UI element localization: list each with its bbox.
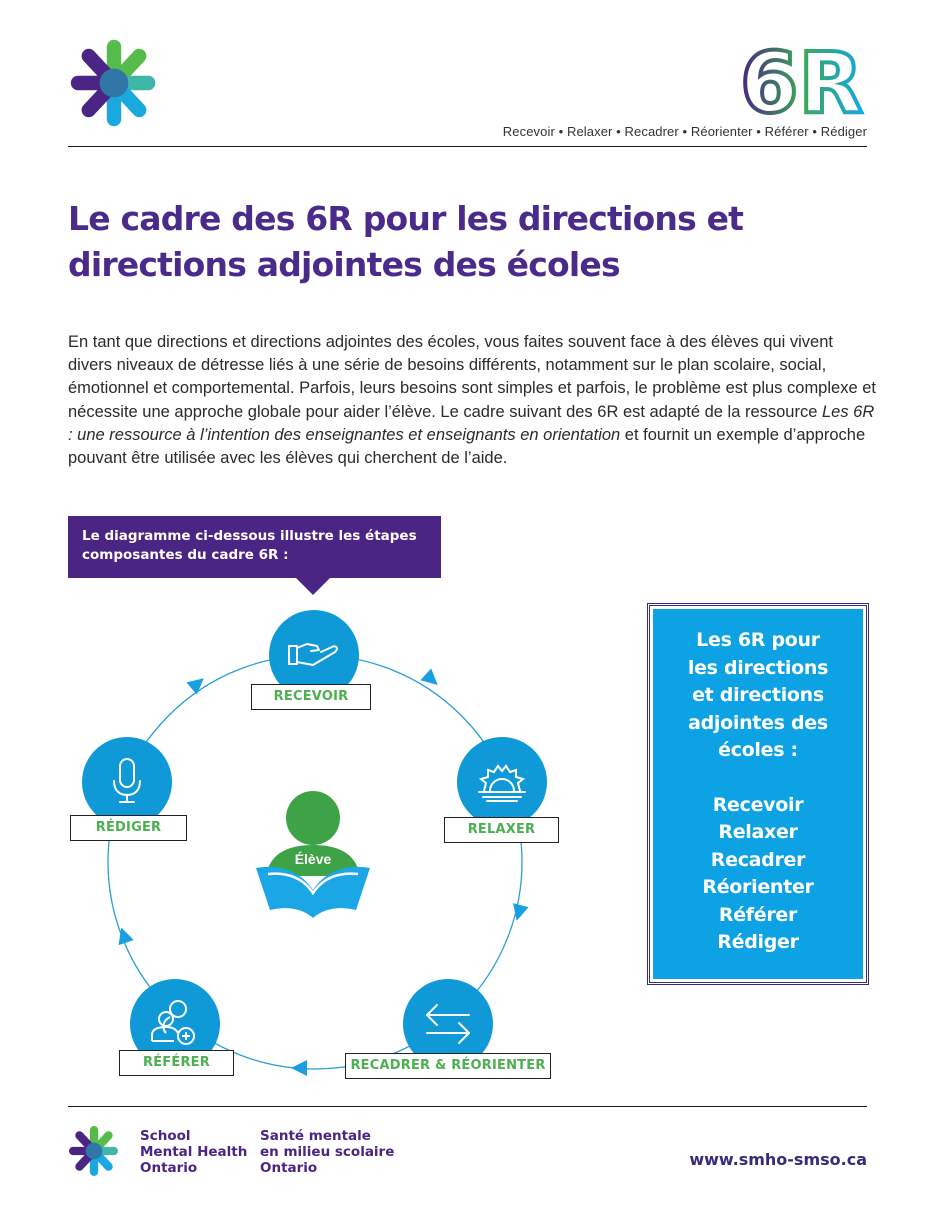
- summary-item: Recevoir: [712, 793, 804, 816]
- org-line: Mental Health: [140, 1144, 248, 1160]
- intro-text: En tant que directions et directions adjointes des écoles, vous faites souvent face à des élèves qui vivent divers niveaux de détresse liés à une série de besoins différents, notamment sur le plan scolaire, social, émotionnel et comportemental. Parfois, leurs besoins sont simples et parfois, le problème est plus complexe et nécessite une approche globale pour aider l’élève. Le cadre suivant des 6R est adapté de la ressource: [68, 333, 876, 421]
- summary-heading-line: et directions: [692, 684, 824, 706]
- summary-heading-line: écoles :: [718, 739, 798, 761]
- resource-title: Les 6R : une ressource à l’intention des enseignantes et enseignants en orientation: [68, 402, 875, 444]
- tagline: Recevoir • Relaxer • Recadrer • Réorienter • Référer • Rédiger: [502, 124, 867, 139]
- center-label: Élève: [294, 851, 332, 867]
- callout-line-2: composantes du cadre 6R :: [82, 547, 289, 563]
- step-label-rediger: RÉDIGER: [70, 815, 187, 841]
- org-name-french: [260, 1128, 394, 1176]
- summary-item: Référer: [718, 903, 798, 926]
- org-name-english: [140, 1128, 247, 1176]
- arrow-icon: [509, 903, 529, 923]
- summary-heading-line: les directions: [687, 656, 829, 679]
- svg-text:6R: 6R: [740, 42, 864, 118]
- org-line: Santé mentale: [260, 1128, 371, 1144]
- arrow-icon: [186, 672, 209, 695]
- summary-item: Relaxer: [718, 821, 798, 843]
- step-label-recadrer-reorienter: RECADRER & RÉORIENTER: [345, 1053, 551, 1079]
- intro-text-end: et fournit un exemple d’approche pouvant être utilisée avec les élèves qui cherchent de l’aide.: [68, 425, 866, 468]
- summary-item: Réorienter: [702, 876, 814, 898]
- step-relaxer-node: [457, 737, 547, 827]
- step-label-relaxer: RELAXER: [444, 817, 559, 843]
- step-rediger-node: [82, 737, 172, 827]
- org-line: School: [140, 1128, 191, 1144]
- smho-footer-logo-icon: [68, 1125, 120, 1177]
- org-line: en milieu scolaire: [260, 1144, 395, 1160]
- sunrise-icon: [457, 737, 547, 827]
- microphone-icon: [82, 737, 172, 827]
- title-line-1: Le cadre des 6R pour les directions et: [68, 199, 744, 238]
- summary-box: [647, 603, 869, 985]
- summary-item: Rédiger: [717, 931, 799, 953]
- summary-heading-line: adjointes des: [688, 711, 828, 734]
- summary-heading-line: Les 6R pour: [696, 629, 820, 651]
- org-line: Ontario: [260, 1160, 318, 1176]
- callout-line-1: Le diagramme ci-dessous illustre les étapes: [82, 528, 417, 544]
- arrow-icon: [291, 1060, 307, 1076]
- website-link[interactable]: www.smho-smso.ca: [689, 1150, 867, 1169]
- org-line: Ontario: [140, 1160, 198, 1176]
- arrow-icon: [420, 668, 443, 691]
- step-label-recevoir: RECEVOIR: [251, 684, 371, 710]
- summary-item: Recadrer: [710, 848, 806, 871]
- step-label-referer: RÉFÉRER: [119, 1050, 234, 1076]
- arrow-icon: [114, 925, 134, 945]
- footer-divider: [68, 1106, 867, 1107]
- title-line-2: directions adjointes des écoles: [68, 245, 620, 284]
